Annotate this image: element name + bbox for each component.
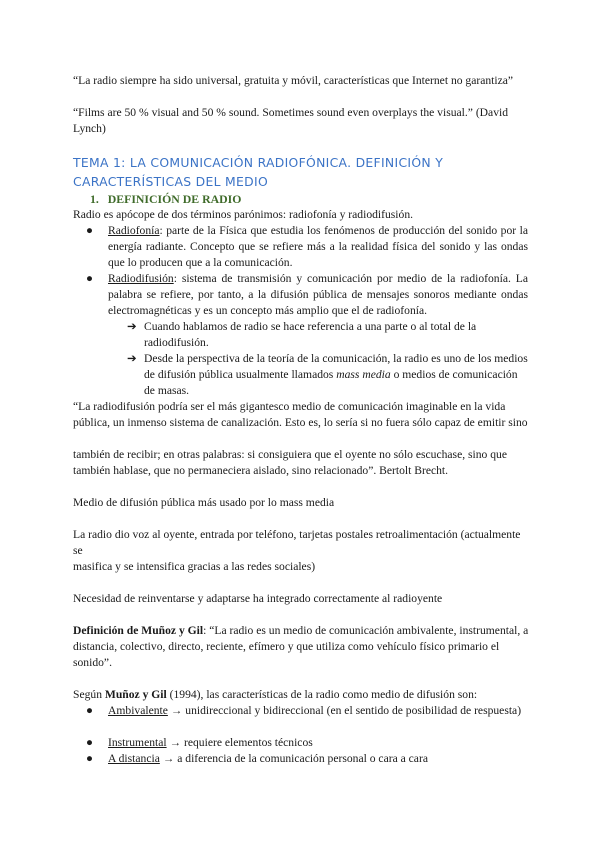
bullet-icon: ● <box>86 272 94 285</box>
section-heading <box>90 191 241 207</box>
bullet-icon: ● <box>86 752 94 765</box>
text-ambivalente: → unidireccional y bidireccional (en el sentido de posibilidad de respuesta) <box>167 704 522 717</box>
voz-oyente-paragraph-1: La radio dio voz al oyente, entrada por teléfono, tarjetas postales retroalimentación (actualmente se <box>73 528 521 557</box>
text-instrumental: → requiere elementos técnicos <box>166 736 313 749</box>
term-a-distancia: A distancia <box>108 752 160 765</box>
section-title: DEFINICIÓN DE RADIO <box>107 192 242 206</box>
quote-david-lynch: “Films are 50 % visual and 50 % sound. Sometimes sound even overplays the visual.” (David Lynch) <box>73 106 509 135</box>
caracteristicas-intro <box>73 687 529 703</box>
caracteristicas-prefix: Según <box>73 688 105 701</box>
arrow-right-icon: ➔ <box>127 320 137 333</box>
definition-radiofonia: : parte de la Física que estudia los fenómenos de producción del sonido por la energía radiante. Concepto que se refiere más a la realidad física del sonido y las ondas que lo producen que a la comunicación. <box>108 224 528 269</box>
radio-intro: Radio es apócope de dos términos parónimos: radiofonía y radiodifusión. <box>73 208 414 221</box>
term-instrumental: Instrumental <box>108 736 167 749</box>
mass-media-paragraph: Medio de difusión pública más usado por lo mass media <box>73 496 335 509</box>
bullet-radiodifusion <box>108 271 528 319</box>
bullet-icon: ● <box>86 224 94 237</box>
arrow-item-mass-media <box>144 351 528 399</box>
caracteristica-ambivalente <box>108 703 528 719</box>
bullet-radiofonia <box>108 223 528 271</box>
definicion-text: : “La radio es un medio de comunicación ambivalente, instrumental, a distancia, colectivo, directo, reciente, efímero y que utiliza como vehículo físico primario el sonido”. <box>73 624 529 669</box>
term-ambivalente: Ambivalente <box>108 704 168 717</box>
brecht-quote-part1: “La radiodifusión podría ser el más gigantesco medio de comunicación imaginable en la vida pública, un inmenso sistema de canalización. Esto es, lo sería si no fuera sólo capaz de emitir sino <box>73 400 528 429</box>
tema-heading: TEMA 1: LA COMUNICACIÓN RADIOFÓNICA. DEFINICIÓN Y CARACTERÍSTICAS DEL MEDIO <box>73 155 444 189</box>
bullet-icon: ● <box>86 736 94 749</box>
brecht-quote-part2: también de recibir; en otras palabras: si consiguiera que el oyente no sólo escuchase, sino que también hablase, que no permaneciera aislado, sino relacionado”. Bertolt Brecht. <box>73 448 507 477</box>
quote-radio: “La radio siempre ha sido universal, gratuita y móvil, características que Internet no garantiza” <box>73 74 514 87</box>
bullet-icon: ● <box>86 704 94 717</box>
mass-media-italic: mass media <box>336 368 391 381</box>
arrow-item-referencia: Cuando hablamos de radio se hace referencia a una parte o al total de la radiodifusión. <box>144 320 477 349</box>
voz-oyente-paragraph-2: masifica y se intensifica gracias a las redes sociales) <box>73 560 316 573</box>
reinventarse-paragraph: Necesidad de reinventarse y adaptarse ha integrado correctamente al radioyente <box>73 592 443 605</box>
caracteristicas-authors: Muñoz y Gil <box>104 688 167 701</box>
arrow-right-icon: ➔ <box>127 352 137 365</box>
definition-radiodifusion: : sistema de transmisión y comunicación por medio de la radiofonía. La palabra se refiere, por tanto, a la difusión pública de mensajes sonoros mediante ondas electromagnéticas y es un concepto más amplio que el de radiofonía. <box>108 272 528 317</box>
definicion-label: Definición de Muñoz y Gil <box>73 624 204 637</box>
caracteristica-instrumental <box>108 735 528 751</box>
definicion-munoz-gil <box>73 623 529 671</box>
text-a-distancia: → a diferencia de la comunicación personal o cara a cara <box>159 752 428 765</box>
section-number: 1. <box>90 192 99 206</box>
term-radiofonia: Radiofonía <box>108 224 160 237</box>
arrow-text-after: o medios de comunicación de masas. <box>144 368 518 397</box>
caracteristicas-suffix: (1994), las características de la radio como medio de difusión son: <box>166 688 478 701</box>
term-radiodifusion: Radiodifusión <box>108 272 174 285</box>
arrow-text-before: Desde la perspectiva de la teoría de la comunicación, la radio es uno de los medios de difusión pública usualmente llamados <box>144 352 528 381</box>
caracteristica-a-distancia <box>108 751 528 767</box>
